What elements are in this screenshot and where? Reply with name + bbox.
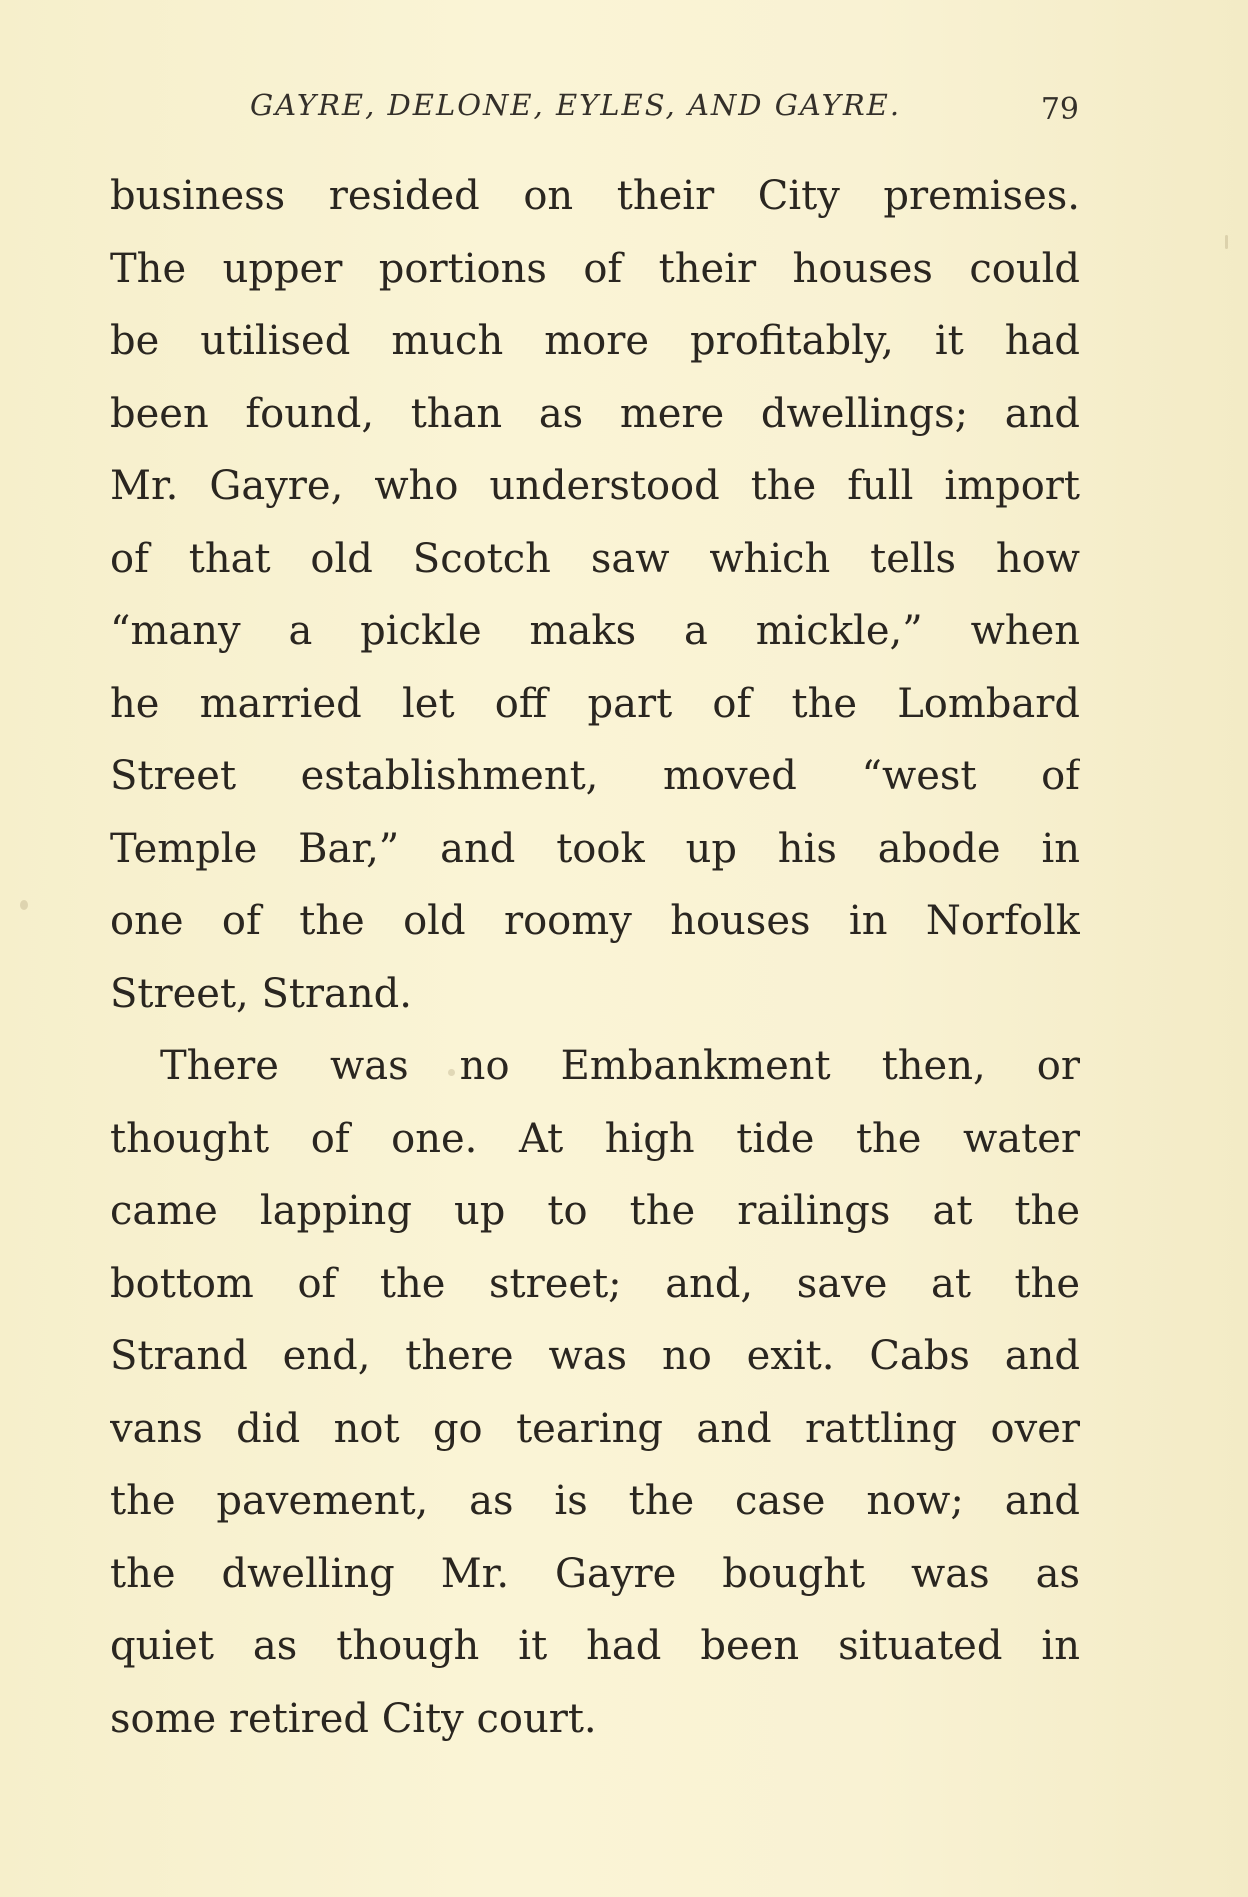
page-number: 79 <box>1040 92 1079 127</box>
paper-speck <box>448 1069 455 1076</box>
text-line: the dwelling Mr. Gayre bought was as <box>110 1550 1080 1597</box>
text-line: “many a pickle maks a mickle,” when <box>110 608 1080 654</box>
text-line: bottom of the street; and, save at the <box>110 1260 1080 1307</box>
paragraph-first-line: There was no Embankment then, or <box>160 1043 1080 1089</box>
page-header <box>110 88 1085 138</box>
text-line: quiet as though it had been situated in <box>110 1623 1080 1669</box>
text-line: Strand end, there was no exit. Cabs and <box>110 1333 1080 1379</box>
text-line: some retired City court. <box>110 1695 597 1742</box>
text-line: business resided on their City premises. <box>110 173 1080 219</box>
text-line: one of the old roomy houses in Norfolk <box>110 898 1080 944</box>
text-line: be utilised much more profitably, it had <box>110 318 1080 364</box>
text-line: vans did not go tearing and rattling over <box>110 1405 1080 1452</box>
text-line: been found, than as mere dwellings; and <box>110 390 1080 437</box>
text-line: Temple Bar,” and took up his abode in <box>110 825 1080 872</box>
text-line: came lapping up to the railings at the <box>110 1188 1080 1234</box>
text-line: The upper portions of their houses could <box>110 245 1080 292</box>
text-line: thought of one. At high tide the water <box>110 1115 1080 1162</box>
text-line: Street, Strand. <box>110 970 412 1017</box>
text-line: Mr. Gayre, who understood the full import <box>110 463 1080 509</box>
text-line: he married let off part of the Lombard <box>110 680 1080 727</box>
text-line: the pavement, as is the case now; and <box>110 1478 1080 1524</box>
running-head: GAYRE, DELONE, EYLES, AND GAYRE. <box>250 88 902 122</box>
text-line: Street establishment, moved “west of <box>110 753 1080 799</box>
paper-speck <box>1225 235 1228 249</box>
text-line: of that old Scotch saw which tells how <box>110 535 1080 582</box>
body-text <box>110 160 1080 1755</box>
paper-speck <box>20 900 28 910</box>
